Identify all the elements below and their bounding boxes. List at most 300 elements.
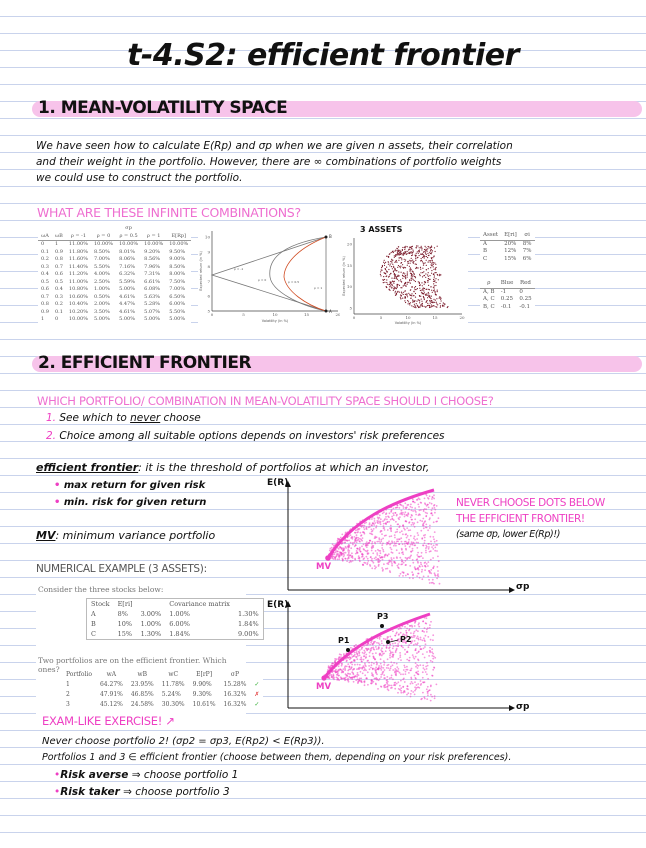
scatter-point [404, 291, 405, 292]
bullet-1-text: max return for given risk [63, 480, 206, 491]
portfolio-dot [430, 694, 432, 696]
portfolio-dot [434, 512, 436, 514]
scatter-point [421, 290, 422, 291]
portfolio-dot [429, 651, 431, 653]
portfolio-dot [348, 544, 350, 546]
portfolio-dot [343, 678, 345, 680]
portfolio-dot [399, 672, 401, 674]
portfolio-dot [372, 552, 374, 554]
portfolio-dot [405, 534, 407, 536]
weights-table-cell: 8.56% [144, 256, 161, 262]
scatter-point [427, 248, 428, 249]
portfolio-dot [355, 553, 357, 555]
portfolio-dot [353, 645, 355, 647]
scatter-point [431, 253, 432, 254]
scatter-point [419, 250, 420, 251]
portfolio-dot [397, 565, 399, 567]
portfolio-dot [424, 540, 426, 542]
portfolio-dot [421, 571, 423, 573]
scatter-point [391, 259, 392, 260]
scatter-point [396, 278, 397, 279]
scatter-point [408, 263, 409, 264]
portfolio-dot [396, 557, 398, 559]
asset-table-header-cell: E[ri] [501, 232, 520, 240]
scatter-point [402, 249, 403, 250]
portfolio-dot [432, 669, 434, 671]
weights-table-cell: 0.7 [54, 263, 63, 270]
portfolio-dot [396, 632, 398, 634]
portfolio-dot [432, 557, 434, 559]
three-asset-chart [340, 234, 468, 326]
weights-table-cell: 5.50% [169, 308, 186, 315]
scatter-point [412, 246, 413, 247]
portfolio-dot [429, 647, 431, 649]
portfolio-dot [402, 673, 404, 675]
portfolio-dot [371, 558, 373, 560]
portfolio-dot [423, 631, 425, 633]
asset-table-cell: 7% [522, 248, 532, 254]
portfolio-dot [348, 669, 350, 671]
weights-table-row [38, 279, 191, 287]
portfolio-table [62, 670, 263, 710]
portfolio-dot [354, 660, 356, 662]
portfolio-dot [337, 671, 339, 673]
scatter-point [399, 253, 400, 254]
portfolio-dot [416, 652, 418, 654]
scatter-point [393, 288, 394, 289]
scatter-point [398, 251, 399, 252]
portfolio-dot [380, 523, 382, 525]
stocks-table-row [87, 629, 264, 640]
portfolio-dot [427, 561, 429, 563]
portfolio-dot [394, 682, 396, 684]
scatter-point [389, 281, 390, 282]
scatter-point [415, 297, 416, 298]
scatter-point [404, 259, 405, 260]
scatter-point [399, 266, 400, 267]
scatter-point [405, 302, 406, 303]
portfolio-dot [385, 638, 387, 640]
scatter-point [389, 290, 390, 291]
portfolio-dot [378, 517, 380, 519]
correlation-table-cell: -0.1 [519, 303, 530, 310]
portfolio-dot [372, 668, 374, 670]
portfolio-dot [433, 545, 435, 547]
portfolio-dot [387, 636, 389, 638]
portfolio-dot [348, 673, 350, 675]
portfolio-dot [437, 556, 439, 558]
portfolio-dot [397, 692, 399, 694]
portfolio-dot [436, 505, 438, 507]
portfolio-dot [356, 653, 358, 655]
portfolio-dot [354, 541, 356, 543]
portfolio-dot [371, 567, 373, 569]
numerical-heading: NUMERICAL EXAMPLE (3 ASSETS): [36, 563, 207, 575]
portfolio-dot [405, 557, 407, 559]
scatter-point [429, 305, 430, 306]
portfolio-dot [414, 640, 416, 642]
scatter-point [383, 262, 384, 263]
chart1-x-tick: 10 [272, 312, 278, 317]
scatter-point [416, 303, 417, 304]
portfolio-dot [377, 522, 379, 524]
scatter-point [403, 285, 404, 286]
portfolio-dot [427, 529, 429, 531]
portfolio-dot [359, 559, 361, 561]
portfolio-dot [335, 552, 337, 554]
portfolio-dot [389, 536, 391, 538]
scatter-point [422, 285, 423, 286]
portfolio-dot [416, 637, 418, 639]
portfolio-dot [414, 635, 416, 637]
scatter-point [384, 263, 385, 264]
portfolio-dot [379, 539, 381, 541]
scatter-point [429, 275, 430, 276]
scatter-point [409, 253, 410, 254]
portfolio-dot [390, 519, 392, 521]
portfolio-dot [431, 498, 433, 500]
portfolio-dot [417, 504, 419, 506]
portfolio-dot [371, 550, 373, 552]
portfolio-dot [426, 512, 428, 514]
portfolio-dot [380, 552, 382, 554]
choice-question: WHICH PORTFOLIO/ COMBINATION IN MEAN-VOLATILITY SPACE SHOULD I CHOOSE? [37, 394, 494, 408]
portfolio-dot [365, 654, 367, 656]
portfolio-dot [403, 665, 405, 667]
portfolio-dot [370, 667, 372, 669]
scatter-point [403, 272, 404, 273]
scatter-point [391, 284, 392, 285]
portfolio-dot [406, 628, 408, 630]
weights-table-panel [38, 225, 191, 324]
portfolio-dot [383, 525, 385, 527]
portfolio-dot [416, 575, 418, 577]
stocks-table-cell: 1.30% [140, 630, 162, 638]
scatter-point [411, 280, 412, 281]
risk-taker-dot: • [54, 786, 61, 798]
portfolio-dot [390, 535, 392, 537]
portfolio-dot [414, 539, 416, 541]
scatter-point [435, 278, 436, 279]
scatter-point [399, 292, 400, 293]
portfolio-dot [430, 559, 432, 561]
scatter-point [423, 256, 424, 257]
scatter-point [385, 273, 386, 274]
portfolio-dot [341, 534, 343, 536]
portfolio-dot [427, 636, 429, 638]
scatter-point [391, 262, 392, 263]
portfolio-dot [412, 577, 414, 579]
portfolio-dot [329, 550, 331, 552]
portfolio-dot [422, 692, 424, 694]
portfolio-dot [411, 690, 413, 692]
scatter-point [405, 285, 406, 286]
scatter-point [434, 305, 435, 306]
portfolio-dot [382, 520, 384, 522]
scatter-point [391, 252, 392, 253]
scatter-point [400, 297, 401, 298]
weights-table-cell: 6.61% [144, 278, 161, 285]
portfolio-dot [434, 574, 436, 576]
portfolio-dot [361, 647, 363, 649]
portfolio-dot [387, 658, 389, 660]
portfolio-dot [368, 552, 370, 554]
portfolio-dot [352, 676, 354, 678]
stocks-table-cell: 1.84% [169, 630, 190, 638]
correlation-table-cell: 0.25 [519, 296, 532, 302]
portfolio-dot [427, 565, 429, 567]
scatter-point [444, 303, 445, 304]
weights-table-cell: 5.59% [119, 278, 135, 285]
portfolio-dot [365, 550, 367, 552]
scatter-point [409, 266, 410, 267]
mv-definition [36, 528, 215, 544]
stocks-table-header-cell [234, 599, 263, 610]
portfolio-dot [430, 660, 432, 662]
scatter-point [418, 307, 419, 308]
portfolio-dot [375, 556, 377, 558]
scatter-point [422, 293, 423, 294]
portfolio-dot [385, 568, 387, 570]
scatter-point [386, 279, 387, 280]
scatter-point [412, 262, 413, 263]
scatter-point [388, 257, 389, 258]
portfolio-dot [341, 672, 343, 674]
portfolio-dot [389, 685, 391, 687]
portfolio-dot [411, 541, 413, 543]
scatter-point [424, 257, 425, 258]
asset-table-row [480, 248, 535, 256]
scatter-point [430, 297, 431, 298]
portfolio-dot [436, 521, 438, 523]
portfolio-dot [390, 557, 392, 559]
scatter-point [442, 306, 443, 307]
scatter-point [422, 276, 423, 277]
portfolio-dot [428, 548, 430, 550]
scatter-point [389, 265, 390, 266]
portfolio-dot [393, 508, 395, 510]
portfolio-dot [430, 639, 432, 641]
portfolio-dot [429, 519, 431, 521]
portfolio-dot [412, 654, 414, 656]
scatter-point [393, 252, 394, 253]
portfolio-dot [426, 698, 428, 700]
portfolio-dot [415, 662, 417, 664]
portfolio-dot [433, 667, 435, 669]
scatter-point [412, 275, 413, 276]
portfolio-dot [383, 664, 385, 666]
portfolio-dot [431, 546, 433, 548]
portfolio-dot [377, 517, 379, 519]
portfolio-dot [412, 683, 414, 685]
scatter-point [406, 293, 407, 294]
portfolio-dot [395, 674, 397, 676]
weights-table-cell: 0 [54, 316, 59, 322]
weights-table-cell: 11.60% [68, 256, 88, 262]
portfolio-dot [427, 691, 429, 693]
portfolio-dot [354, 654, 356, 656]
portfolio-dot [386, 686, 388, 688]
correlation-table-cell: A, C [483, 296, 495, 302]
scatter-point [419, 283, 420, 284]
portfolio-dot [417, 542, 419, 544]
weights-table-header-cell: ρ = 0 [91, 233, 116, 241]
portfolio-dot [381, 539, 383, 541]
portfolio-dot [429, 571, 431, 573]
portfolio-dot [363, 527, 365, 529]
scatter-point [421, 248, 422, 249]
correlation-table-cell: B, C [483, 303, 495, 310]
portfolio-dot [373, 663, 375, 665]
portfolio-dot [338, 558, 340, 560]
portfolio-dot [403, 691, 405, 693]
portfolio-dot [380, 557, 382, 559]
scatter-point [402, 298, 403, 299]
scatter-point [428, 260, 429, 261]
portfolio-dot [384, 662, 386, 664]
portfolio-dot [414, 507, 416, 509]
portfolio-dot [370, 560, 372, 562]
graph1-ylabel: E(R) [267, 478, 289, 488]
portfolio-dot [336, 679, 338, 681]
portfolio-dot [412, 522, 414, 524]
portfolio-dot [399, 656, 401, 658]
weights-table-cell: 6.08% [144, 286, 161, 292]
scatter-point [419, 288, 420, 289]
portfolio-dot [417, 673, 419, 675]
scatter-point [447, 307, 448, 308]
portfolio-dot [405, 673, 407, 675]
scatter-point [431, 270, 432, 271]
portfolio-dot [422, 640, 424, 642]
scatter-point [415, 247, 416, 248]
portfolio-dot [346, 539, 348, 541]
portfolio-dot [397, 645, 399, 647]
scatter-point [404, 297, 405, 298]
scatter-point [391, 278, 392, 279]
portfolio-dot [406, 527, 408, 529]
scatter-point [424, 298, 425, 299]
scatter-point [411, 258, 412, 259]
portfolio-dot [337, 675, 339, 677]
portfolio-dot [375, 672, 377, 674]
portfolio-dot [436, 540, 438, 542]
portfolio-dot [375, 527, 377, 529]
scatter-point [398, 271, 399, 272]
portfolio-dot [406, 506, 408, 508]
scatter-point [420, 284, 421, 285]
portfolio-dot [414, 690, 416, 692]
portfolio-dot [422, 630, 424, 632]
scatter-point [396, 288, 397, 289]
weights-table-cell: 0.6 [41, 286, 49, 292]
portfolio-dot [401, 530, 403, 532]
portfolio-dot [431, 696, 433, 698]
correlation-table-header-cell: Red [516, 280, 534, 288]
portfolio-dot [371, 680, 373, 682]
portfolio-dot [399, 507, 401, 509]
portfolio-dot [413, 522, 415, 524]
portfolio-dot [434, 697, 436, 699]
portfolio-dot [344, 558, 346, 560]
scatter-point [437, 274, 438, 275]
scatter-point [410, 247, 411, 248]
asset-table-panel [480, 232, 535, 263]
portfolio-table-cell: 16.32% [223, 691, 247, 698]
scatter-point [423, 254, 424, 255]
scatter-point [390, 264, 391, 265]
scatter-point [439, 296, 440, 297]
scatter-point [432, 292, 433, 293]
asset-table-header-cell: Asset [480, 232, 501, 240]
portfolio-dot [402, 505, 404, 507]
two-asset-chart [198, 225, 346, 325]
graph2-ylabel: E(R) [267, 600, 289, 610]
portfolio-dot [359, 659, 361, 661]
scatter-point [424, 292, 425, 293]
bullet-2-dot: • [54, 497, 61, 508]
portfolio-dot [407, 535, 409, 537]
portfolio-dot [384, 529, 386, 531]
portfolio-dot [389, 644, 391, 646]
portfolio-dot [384, 555, 386, 557]
portfolio-dot [416, 542, 418, 544]
scatter-point [381, 267, 382, 268]
portfolio-dot [394, 642, 396, 644]
bullet-2-text: min. risk for given return [63, 497, 207, 508]
scatter-point [415, 293, 416, 294]
scatter-point [433, 299, 434, 300]
portfolio-dot [380, 540, 382, 542]
scatter-point [436, 298, 437, 299]
weights-table-cell: 5.28% [144, 301, 161, 307]
portfolio-dot [357, 531, 359, 533]
chart1-x-tick: 5 [242, 312, 245, 317]
portfolio-dot [417, 683, 419, 685]
scatter-point [411, 275, 412, 276]
portfolio-p3-point [380, 624, 384, 628]
never-choose-line-3: (same σp, lower E(Rp)!) [456, 529, 561, 540]
portfolio-dot [382, 651, 384, 653]
portfolio-dot [370, 683, 372, 685]
scatter-point [403, 292, 404, 293]
scatter-point [418, 306, 419, 307]
portfolio-dot [432, 507, 434, 509]
scatter-point [401, 293, 402, 294]
portfolio-dot [366, 678, 368, 680]
portfolio-dot [389, 527, 391, 529]
portfolio-dot [410, 506, 412, 508]
scatter-point [405, 276, 406, 277]
scatter-point [411, 276, 412, 277]
portfolio-dot [372, 653, 374, 655]
portfolio-dot [383, 511, 385, 513]
portfolio-dot [410, 516, 412, 518]
portfolio-dot [432, 514, 434, 516]
portfolio-dot [425, 622, 427, 624]
portfolio-dot [411, 507, 413, 509]
portfolio-dot [377, 688, 379, 690]
portfolio-dot [356, 658, 358, 660]
portfolio-dot [410, 693, 412, 695]
p1-label: P1 [338, 636, 350, 645]
portfolio-dot [382, 653, 384, 655]
scatter-point [429, 295, 430, 296]
portfolio-dot [374, 558, 376, 560]
portfolio-dot [401, 549, 403, 551]
portfolio-dot [386, 682, 388, 684]
portfolio-dot [398, 552, 400, 554]
